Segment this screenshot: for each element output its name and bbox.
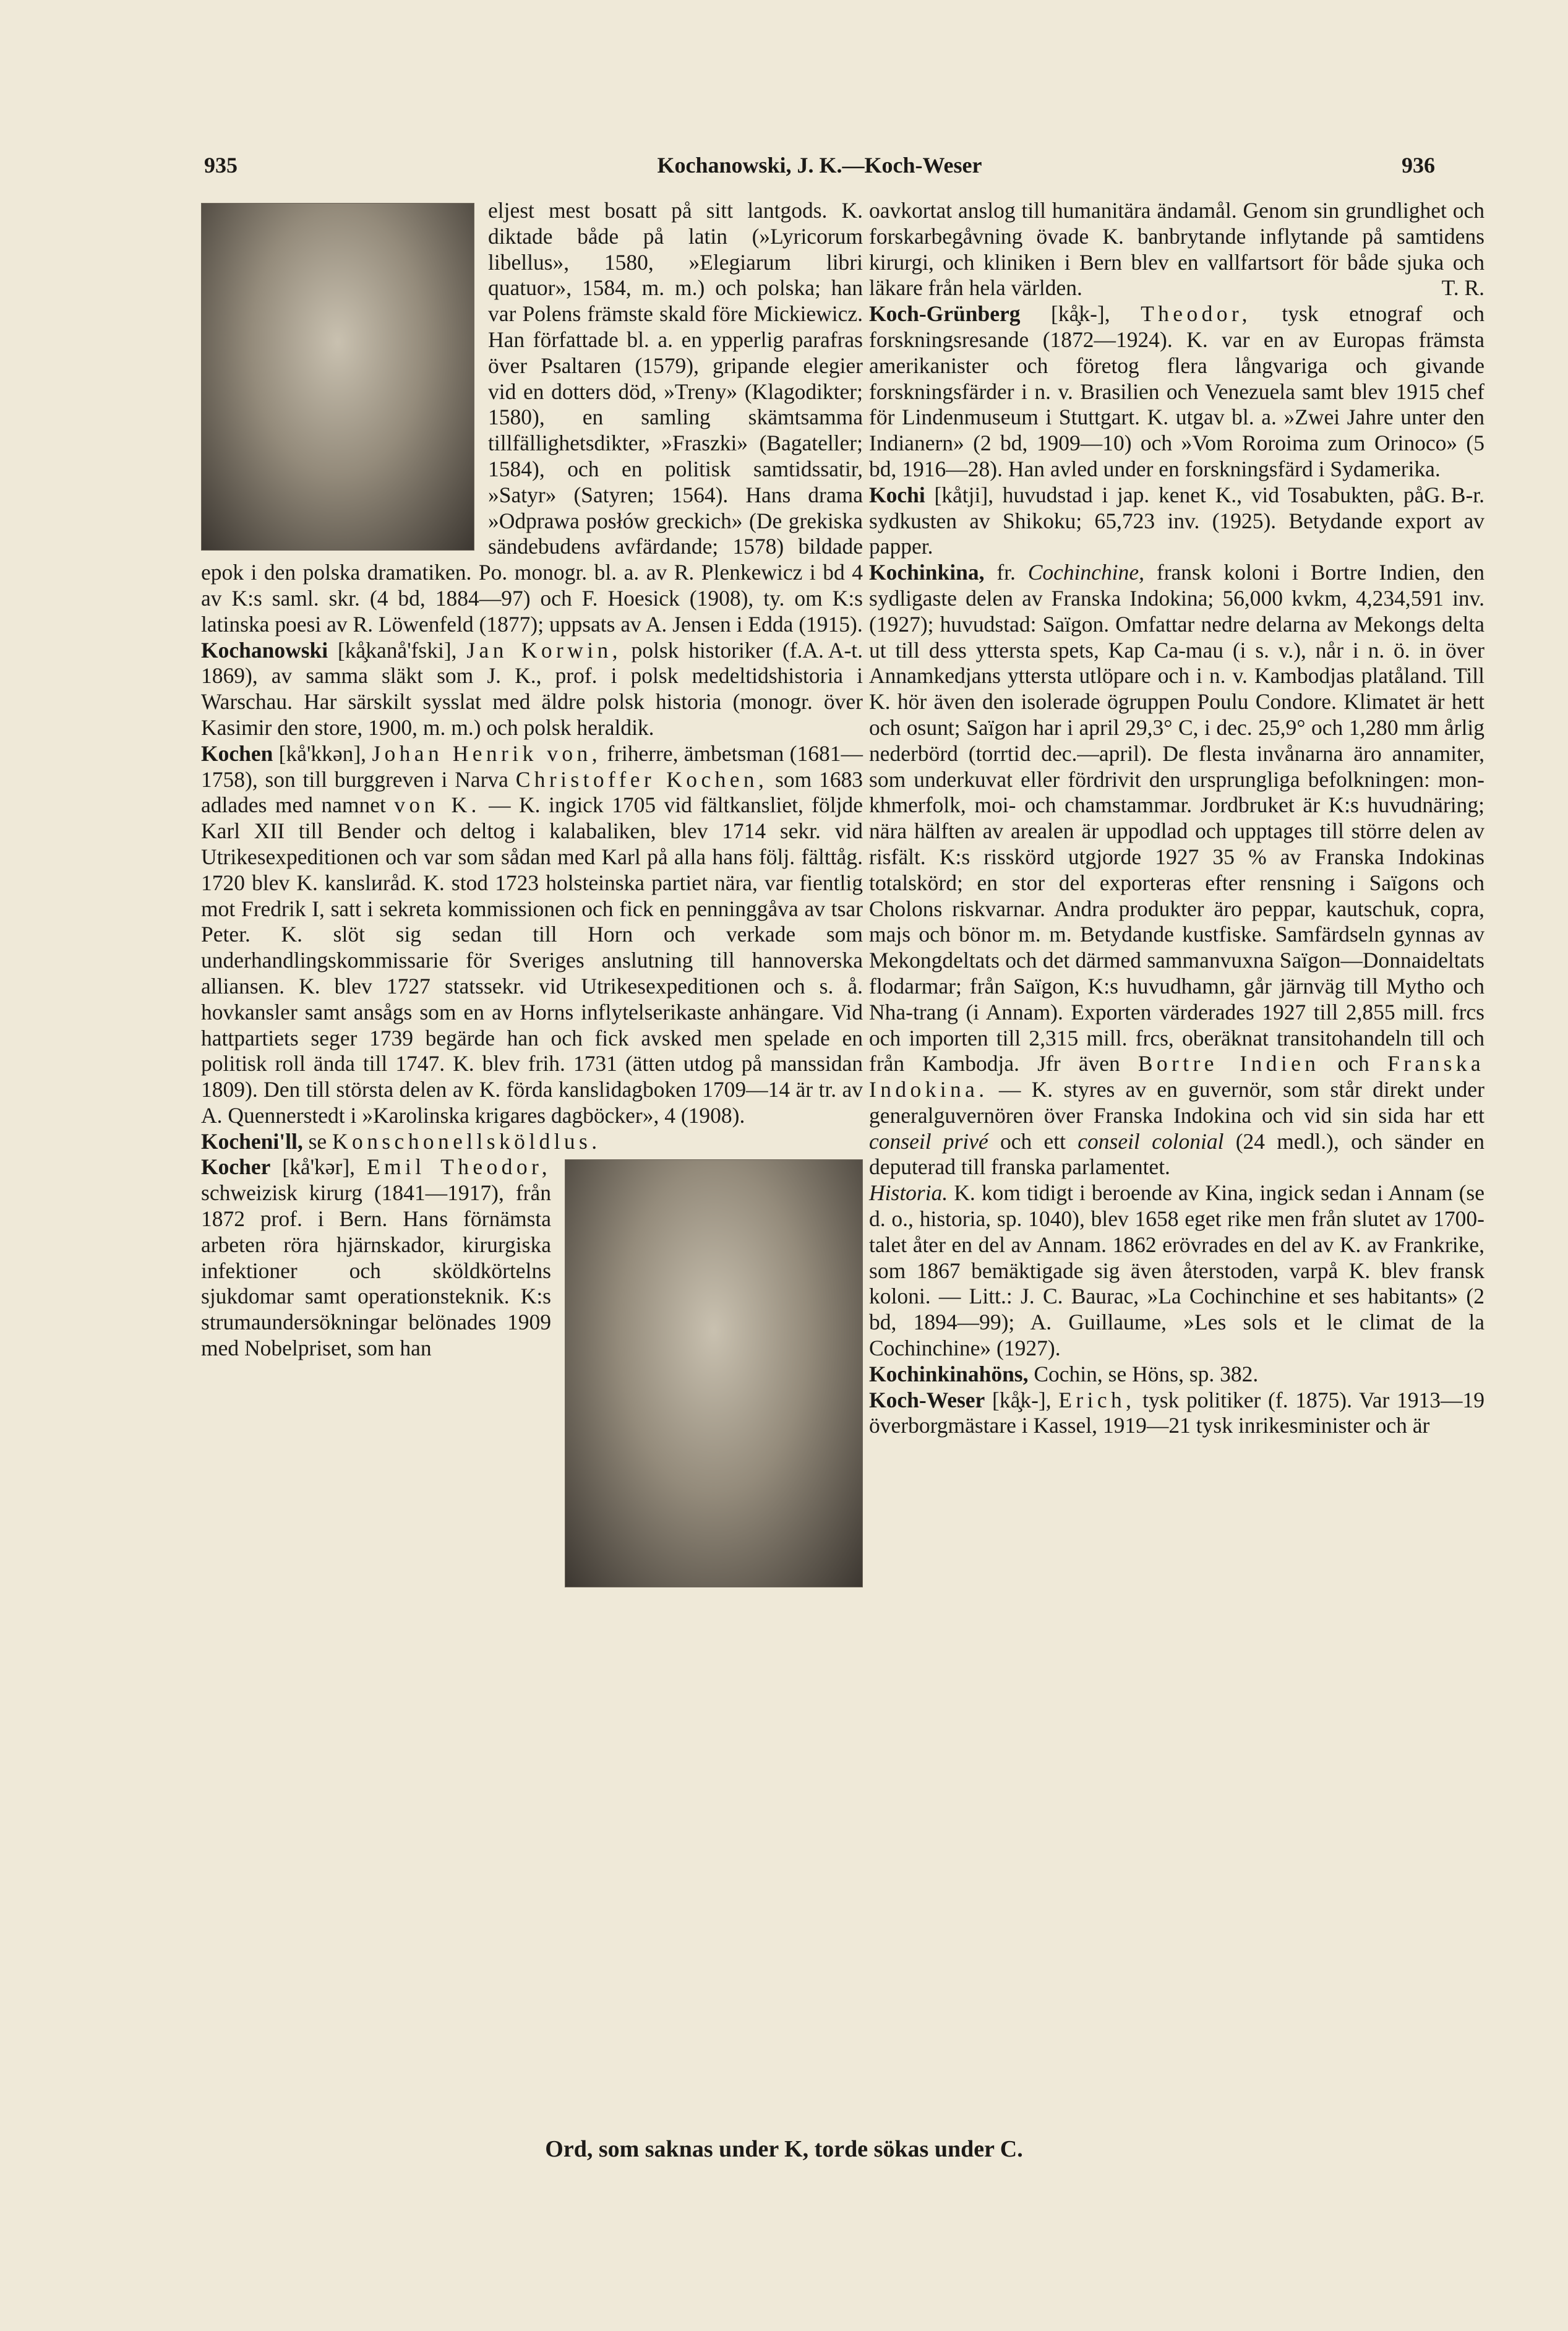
entry-kochi <box>869 483 1484 560</box>
entry-text: polsk historiker (f. 1869), av samma släkt som J. K., prof. i polsk medeltidshistoria i Warschau. Har särskilt sysslat med äldre polsk historia (monogr. över Kasimir den store, 1900, m. m.) och polsk heraldik. <box>201 637 863 740</box>
entry-kocher <box>201 1154 863 1361</box>
entry-text: fransk koloni i Bortre Indien, den sydligaste delen av Franska Indokina; 56,000 kvkm, 4,234,591 inv. (1927); huvudstad: Saïgon. Omfattar nedre delarna av Mekongs delta ut till dess yttersta spets, Kap Ca-mau (i s. v.), når i n. ö. in över Annamkedjans yttersta utlöpare och i n. v. Kambodjas platåland. Till K. hör även den isolerade ögruppen Poulu Condore. Klimatet är hett och osunt; Saïgon har i april 29,3° C, i dec. 25,9° och 1,280 mm årlig nederbörd (torrtid dec.—april). De flesta invånarna äro annamiter, som underkuvat eller fördrivit den ursprungliga befolkningen: mon-khmerfolk, moi- och chamstammar. Jordbruket är K:s huvudnäring; nära hälften av arealen är uppodlad och upptages till större delen av risfält. K:s risskörd utgjorde 1927 35 % av Franska Indokinas totalskörd; en stor del exporteras efter rensning i Saïgons och Cholons riskvarnar. Andra produkter äro peppar, kautschuk, copra, majs och bönor m. m. Betydande kustfiske. Samfärdseln gynnas av Mekongdeltats och det därmed sammanvuxna Saïgon—Donnaideltats flodarmar; från Saïgon, K:s huvudhamn, går järnväg till Mytho och Nha-trang (i Annam). Exporten värderades 1927 till 2,855 mill. frcs och importen till 2,315 mill. frcs, oberäknat transitohandeln till och från Kambodja. Jfr även <box>869 560 1485 1076</box>
right-column <box>869 198 1484 1439</box>
entry-kochanowski-jan <box>201 638 863 741</box>
portrait-kochanowski <box>201 203 474 551</box>
entry-lemma: Kocheni'll, <box>201 1128 303 1154</box>
cross-reference: Bortre Indien <box>1137 1051 1320 1076</box>
page-header <box>204 152 1435 189</box>
author-signature: A. A-t. <box>802 637 863 663</box>
entry-lemma: Koch-Weser <box>869 1387 985 1412</box>
entry-pronunciation: [kå̧k-], <box>1051 301 1110 327</box>
entry-kochinkinahons <box>869 1362 1484 1388</box>
entry-text: schweizisk kirurg (1841—1917), från 1872 prof. i Bern. Hans förnämsta arbeten röra hjärnskador, kirurgiska infektioner och sköldkörtelns sjukdomar samt operationsteknik. K:s strumaundersökningar belönades 1909 med Nobelpriset, som han <box>201 1180 551 1361</box>
entry-lemma: Kochi <box>869 482 925 507</box>
entry-text: och <box>1337 1051 1369 1076</box>
entry-lemma: Kochen <box>201 741 273 766</box>
entry-text: tysk politiker (f. 1875). Var 1913—19 överborgmästare i Kassel, 1919—21 tysk inrikesminister och är <box>869 1387 1485 1438</box>
entry-pronunciation: [kå'kkən], <box>278 741 367 766</box>
entry-italic-term: conseil colonial <box>1077 1128 1224 1154</box>
entry-text: friherre, ämbetsman (1681—1758), son till burggreven i Narva <box>201 741 863 792</box>
entry-kocher-continued <box>869 198 1484 301</box>
cross-reference: Konschonellsköldlus. <box>332 1128 601 1154</box>
entry-lemma: Kocher <box>201 1154 271 1180</box>
entry-text: — K. ingick 1705 vid fältkansliet, följde Karl XII till Bender och deltog i kalabaliken, blev 1714 sekr. vid Utrikesexpeditionen och var som sådan med Karl på alla hans följ. fälttåg. 1720 blev K. kanslиråd. K. stod 1723 holsteinska partiet nära, var fientlig mot Fredrik I, satt i sekreta kommissionen och fick en penninggåva av tsar Peter. K. slöt sig sedan till Horn och verkade som underhandlingskommissarie för Sveriges anslutning till hannoverska alliansen. K. blev 1727 statssekr. vid Utrikesexpeditionen och s. å. hovkansler samt ansågs som en av Horns inflytelserikaste anhängare. Vid hattpartiets seger 1739 begärde han och fick avsked men spelade en politisk roll ända till 1747. K. blev frih. 1731 (ätten utdog på manssidan 1809). Den till största delen av K. förda kanslidagboken 1709—14 är tr. av A. Quennerstedt i »Karolinska krigares dagböcker», 4 (1908). <box>201 792 863 1128</box>
entry-kochinkina-historia <box>869 1180 1484 1362</box>
entry-text: se <box>308 1128 327 1154</box>
entry-lemma: Koch-Grünberg <box>869 301 1021 327</box>
entry-text: oavkortat anslog till humanitära ändamål. Genom sin grundlighet och forskarbegåvning övade K. banbrytande inflytande på samtidens kirurgi, och kliniken i Bern blev en vallfartsort för både sjuka och läkare från hela världen. <box>869 198 1484 301</box>
entry-pronunciation: [kå̧kanå'fski], <box>337 637 457 663</box>
entry-name: Jan Korwin, <box>466 637 622 663</box>
portrait-kocher <box>565 1159 863 1587</box>
entry-italic-term: conseil privé <box>869 1128 988 1154</box>
running-title: Kochanowski, J. K.—Koch-Weser <box>657 153 982 178</box>
entry-lemma: Kochinkina, <box>869 560 985 585</box>
entry-name-von: von K. <box>394 792 481 818</box>
entry-text: — K. styres av en guvernör, som står direkt under generalguvernören över Franska Indokina och vid sin sida har ett <box>869 1077 1484 1128</box>
entry-lemma: Kochanowski <box>201 637 328 663</box>
page-number-right: 936 <box>1402 153 1435 178</box>
entry-kochen <box>201 741 863 1129</box>
entry-name: Theodor, <box>1141 301 1251 327</box>
entry-pronunciation: [kå̧k-], <box>992 1387 1052 1412</box>
entry-pronunciation: [kå'kər], <box>282 1154 356 1180</box>
entry-name: Erich, <box>1058 1387 1136 1412</box>
entry-text: [kåtji], huvudstad i jap. kenet K., vid Tosabukten, på sydkusten av Shikoku; 65,723 inv. (1925). Betydande export av papper. <box>869 482 1484 559</box>
cross-reference: Franska Indokina. <box>869 1051 1485 1102</box>
left-column <box>201 198 863 1591</box>
entry-text: eljest mest bosatt på sitt lantgods. K. diktade både på latin (»Lyricorum libellus», 1580, »Elegiarum libri quatuor», 1584, m. m.) och polska; han var Polens främste skald före Mickiewicz. Han författade bl. a. en ypperlig parafras över Psaltaren (1579), gripande elegier vid en dotters död, »Treny» (Klagodikter; 1580), en samling skämtsamma tillfällighetsdikter, »Fraszki» (Bagateller; 1584), och en politisk samtidssatir, »Satyr» (Satyren; 1564). Hans drama »Odprawa posłów greckich» (De grekiska sändebudens avfärdande; 1578) bildade epok i den polska dramatiken. Po. monogr. bl. a. av R. Plenkewicz i bd 4 av K:s saml. skr. (4 bd, 1884—97) och F. Hoesick (1908), ty. om K:s latinska poesi av R. Löwenfeld (1877); uppsats av A. Jensen i Edda (1915). <box>201 198 863 637</box>
section-label: Historia. <box>869 1180 948 1206</box>
entry-kochinkina <box>869 560 1484 1180</box>
entry-italic-term: Cochinchine, <box>1027 560 1145 585</box>
author-signature: G. B-r. <box>1424 482 1484 507</box>
page-number-left: 935 <box>204 153 238 178</box>
entry-text: som 1683 adlades med namnet <box>201 766 863 818</box>
footer-note: Ord, som saknas under K, torde sökas under C. <box>545 2136 1023 2162</box>
entry-text: (24 medl.), och sänder en deputerad till franska parlamentet. <box>869 1128 1485 1180</box>
entry-text: Cochin, se Höns, sp. 382. <box>1034 1361 1259 1386</box>
entry-text: K. kom tidigt i beroende av Kina, ingick sedan i Annam (se d. o., historia, sp. 1040), blev 1658 eget rike men från slutet av 1700-talet åter en del av Annam. 1862 erövrades en del av K. av Frankrike, som 1867 bemäktigade sig även återstoden, varpå K. blev fransk koloni. — Litt.: J. C. Baurac, »La Cochinchine et ses habitants» (2 bd, 1894—99); A. Guillaume, »Les sols et le climat de la Cochinchine» (1927). <box>869 1180 1484 1361</box>
entry-text: fr. <box>996 560 1016 585</box>
entry-lemma: Kochinkinahöns, <box>869 1361 1029 1386</box>
entry-name: Johan Henrik von, <box>372 741 601 766</box>
entry-koch-weser <box>869 1388 1484 1440</box>
entry-kochenill <box>201 1129 863 1155</box>
author-signature: T. R. <box>1441 275 1484 301</box>
entry-text: tysk etnograf och forskningsresande (1872—1924). K. var en av Europas främsta amerikanister och företog flera långvariga och givande forskningsfärder i n. v. Brasilien och Venezuela samt blev 1915 chef för Lindenmuseum i Stuttgart. K. utgav bl. a. »Zwei Jahre unter den Indianern» (2 bd, 1909—10) och »Vom Roroima zum Orinoco» (5 bd, 1916—28). Han avled under en forskningsfärd i Sydamerika. <box>869 301 1484 481</box>
entry-name-secondary: Christoffer Kochen, <box>515 766 768 792</box>
entry-text: och ett <box>1000 1128 1066 1154</box>
entry-name: Emil Theodor, <box>366 1154 552 1180</box>
